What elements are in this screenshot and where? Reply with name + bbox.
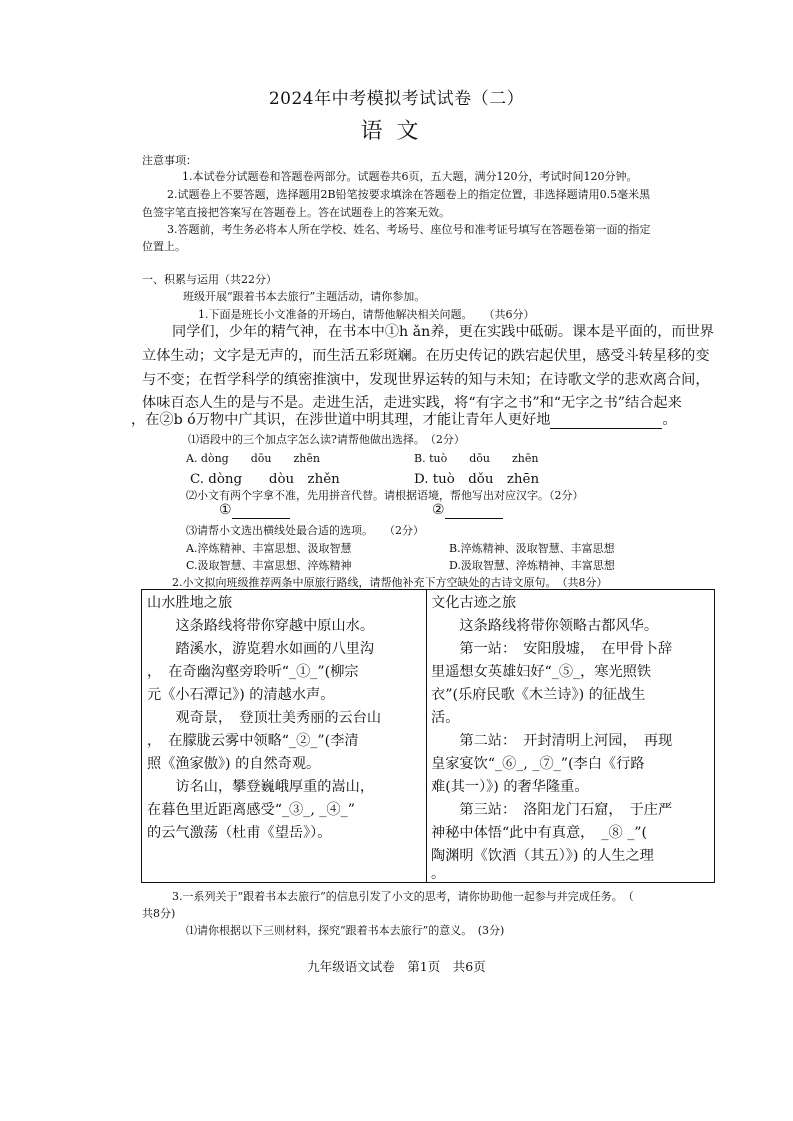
sub2-blank-1-label: ①: [219, 502, 232, 518]
sub3-stem: ⑶请帮小文选出横线处最合适的选项。 （2分）: [186, 524, 424, 537]
right-cell-title: 文化古迹之旅: [431, 595, 517, 611]
sub1-option-a: A. dòng dōu zhēn: [186, 452, 320, 465]
left-cell-line: 的云气激荡（杜甫《望岳》）。: [147, 825, 332, 841]
subject-title: 语文: [360, 119, 433, 144]
left-cell-line: ， 在奇幽沟壑旁聆听“_①_”(柳宗: [147, 664, 359, 680]
notice-item-2-cont: 色签字笔直接把答案写在答题卷上。答在试题卷上的答案无效。: [142, 206, 450, 219]
sub1-option-b: B. tuò dōu zhēn: [414, 452, 539, 465]
right-cell-line: 第三站： 洛阳龙门石窟， 于庄严: [431, 802, 673, 818]
right-cell-line: 这条路线将带你领略古都风华。: [431, 618, 659, 634]
sub3-option-c: C.汲取智慧、丰富思想、淬炼精神: [186, 559, 352, 572]
sub2-stem: ⑵小文有两个字拿不准，先用拼音代替。请根据语境，帮他写出对应汉字。（2分）: [186, 489, 584, 502]
right-cell-line: 里遥想女英雄妇好“_⑤_，寒光照铁: [431, 664, 652, 680]
right-cell-line: 第二站： 开封清明上河园， 再现: [431, 733, 673, 749]
sub2-blank-2-line: [445, 502, 503, 519]
left-cell-title: 山水胜地之旅: [147, 595, 233, 611]
q3-stem-cont: 共8分): [142, 907, 176, 920]
sub3-option-d: D.汲取智慧、淬炼精神、丰富思想: [449, 559, 615, 572]
notice-item-1: 1.本试卷分试题卷和答题卷两部分。试题卷共6页，五大题，满分120分，考试时间120分钟。: [182, 170, 638, 183]
right-cell-line: 。: [431, 866, 446, 882]
right-cell-line: 难(其一）》) 的奢华隆重。: [431, 779, 589, 795]
notice-item-2: 2.试题卷上不要答题，选择题用2B铅笔按要求填涂在答题卷上的指定位置，非选择题请用0.5毫米黑: [167, 188, 651, 201]
passage-line-5: [131, 409, 677, 429]
passage-line-2: 立体生动；文字是无声的，而生活五彩斑斓。在历史传记的跌宕起伏里，感受斗转星移的变: [142, 348, 710, 364]
left-cell-line: 观奇景， 登顶壮美秀丽的云台山: [147, 710, 382, 726]
right-cell-line: 第一站： 安阳殷墟， 在甲骨卜辞: [431, 641, 673, 657]
passage-line-4: 体味百态人生的是与不是。走进生活，走进实践，将“有字之书”和“无字之书”结合起来: [142, 395, 682, 411]
right-cell-line: 陶渊明《饮酒（其五）》) 的人生之理: [431, 848, 654, 864]
activity-intro: 班级开展“跟着书本去旅行”主题活动，请你参加。: [183, 290, 426, 303]
table-divider: [426, 590, 427, 882]
route-table: [141, 589, 715, 883]
left-cell-line: 踏溪水，游览碧水如画的八里沟: [147, 641, 375, 657]
sub1-option-d: D. tuò dǒu zhēn: [414, 472, 540, 487]
sub3-option-a: A.淬炼精神、丰富思想、汲取智慧: [186, 542, 352, 555]
sub2-blank-1-line: [232, 502, 290, 519]
passage-line-5-text: ，在②b ó万物中广其识，在涉世道中明其理，才能让青年人更好地: [131, 412, 551, 428]
sub2-blank-2-label: ②: [432, 502, 445, 518]
passage-answer-blank: [550, 412, 662, 429]
left-cell-line: 在暮色里近距离感受“_③_, _④_”: [147, 802, 355, 818]
sub2-blank-1: [219, 502, 290, 519]
passage-line-3: 与不变；在哲学科学的缜密推演中，发现世界运转的知与未知；在诗歌文学的悲欢离合间，: [142, 372, 710, 388]
left-cell-line: 这条路线将带你穿越中原山水。: [147, 618, 375, 634]
passage-line-1: 同学们，少年的精气神，在书本中①h ǎn养，更在实践中砥砺。课本是平面的，而世界: [172, 324, 714, 340]
q2-stem: 2.小文拟向班级推荐两条中原旅行路线，请帮他补充下方空缺处的古诗文原句。 （共8分）: [172, 576, 608, 589]
right-cell-line: 神秘中体悟“此中有真意， _⑧ _”(: [431, 825, 648, 841]
left-cell-line: 元《小石潭记》) 的清越水声。: [147, 687, 335, 703]
notice-label: 注意事项：: [142, 154, 197, 167]
right-cell-line: 活。: [431, 710, 460, 726]
left-cell-line: 访名山，攀登巍峨厚重的嵩山，: [147, 779, 375, 795]
exam-title: 2024年中考模拟考试试卷（二）: [268, 89, 525, 109]
left-cell-line: ， 在朦胧云雾中领略“_②_”(李清: [147, 733, 359, 749]
sub3-option-b: B.淬炼精神、汲取智慧、丰富思想: [449, 542, 615, 555]
notice-item-3-cont: 位置上。: [142, 240, 186, 253]
sub1-option-c: C. dòng dòu zhěn: [190, 472, 340, 487]
q3-sub1: ⑴请你根据以下三则材料，探究“跟着书本去旅行”的意义。 (3分): [186, 924, 505, 937]
right-cell-line: 皇家宴饮“_⑥_, _⑦_”(李白《行路: [431, 756, 645, 772]
sub1-stem: ⑴语段中的三个加点字怎么读?请帮他做出选择。 （2分）: [188, 433, 465, 446]
section-heading: 一、积累与运用（共22分）: [142, 273, 277, 286]
passage-line-5-end: 。: [662, 412, 677, 428]
left-cell-line: 照《渔家傲》) 的自然奇观。: [147, 756, 321, 772]
page-footer: 九年级语文试卷 第1页 共6页: [307, 959, 486, 974]
notice-item-3: 3.答题前，考生务必将本人所在学校、姓名、考场号、座位号和准考证号填写在答题卷第一面的指定: [167, 223, 651, 236]
q1-stem: 1.下面是班长小文准备的开场白，请帮他解决相关问题。 （共6分）: [198, 308, 535, 321]
q3-stem: 3.一系列关于“跟着书本去旅行”的信息引发了小文的思考，请你协助他一起参与并完成任务。 （: [172, 890, 634, 903]
right-cell-line: 衣”(乐府民歌《木兰诗》) 的征战生: [431, 687, 646, 703]
sub2-blank-2: [432, 502, 503, 519]
